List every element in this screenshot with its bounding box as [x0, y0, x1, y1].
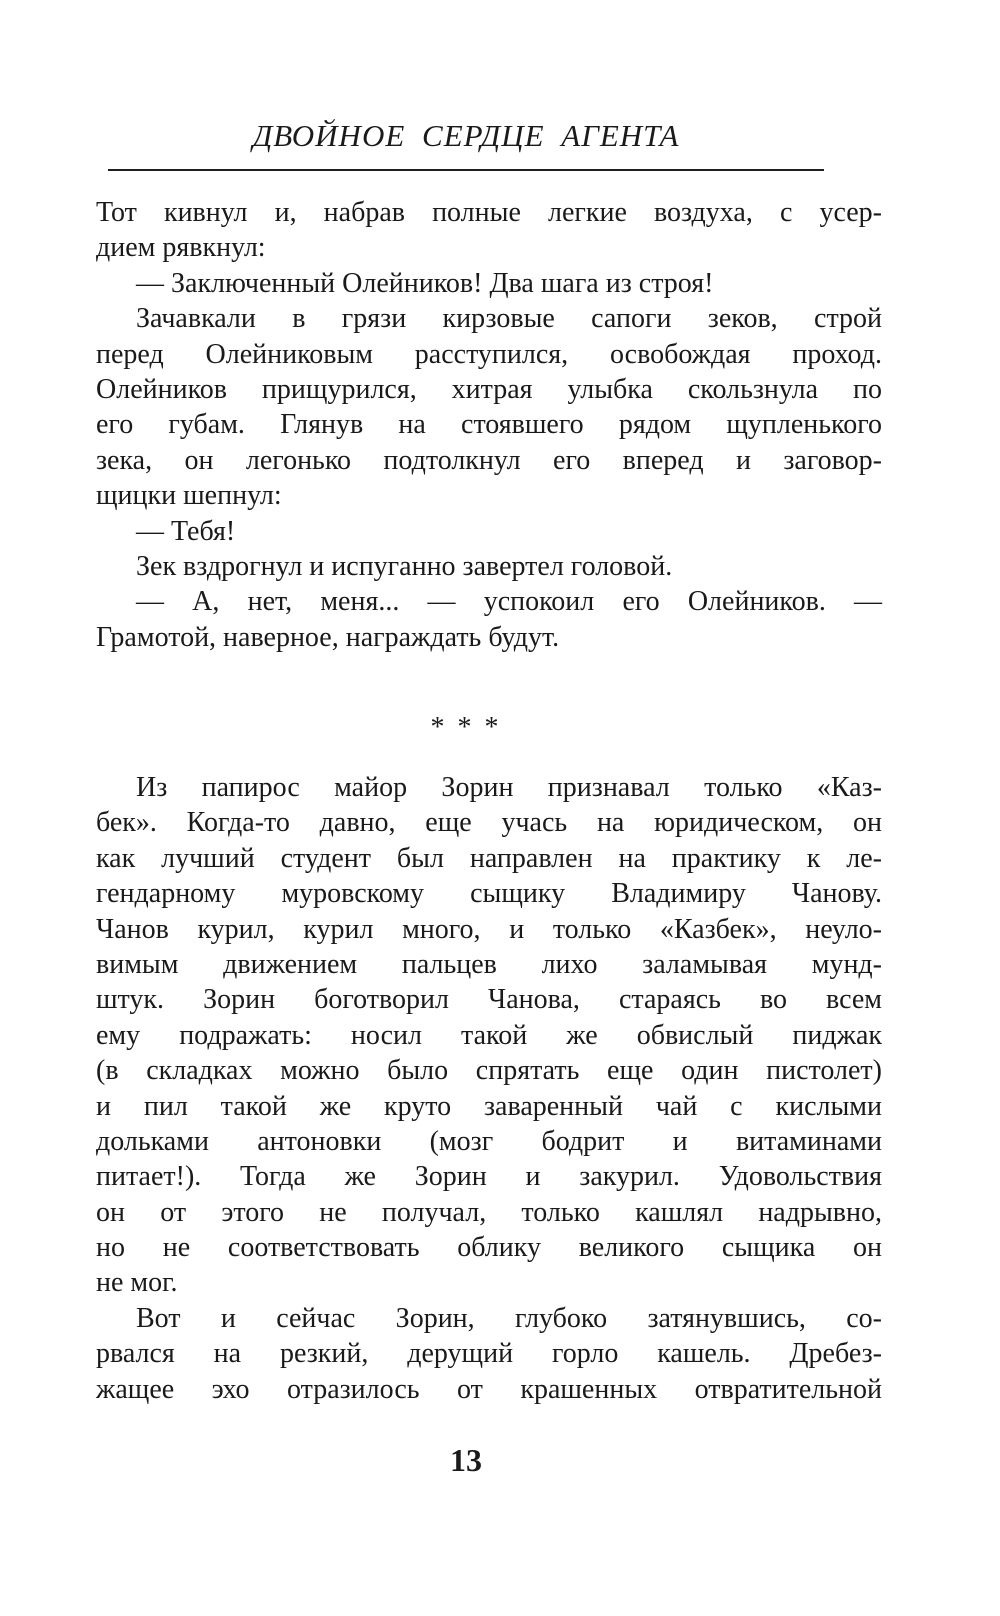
text-line: штук. Зорин боготворил Чанова, стараясь во всем — [96, 984, 882, 1016]
text-line: он от этого не получал, только кашлял надрывно, — [96, 1196, 882, 1228]
running-title: ДВОЙНОЕ СЕРДЦЕ АГЕНТА — [252, 118, 680, 153]
text-line: гендарному муровскому сыщику Владимиру Чанову. — [96, 878, 882, 910]
text-line: перед Олейниковым расступился, освобождая проход. — [96, 338, 882, 370]
text-line: Олейников прищурился, хитрая улыбка скользнула по — [96, 373, 882, 405]
text-line: (в складках можно было спрятать еще один пистолет) — [96, 1055, 882, 1087]
text-line: и пил такой же круто заваренный чай с кислыми — [96, 1090, 882, 1122]
section-separator: * * * — [430, 712, 502, 743]
text-section — [96, 195, 882, 655]
text-line: — А, нет, меня... — успокоил его Олейников. — — [136, 586, 882, 618]
text-line: Грамотой, наверное, награждать будут. — [96, 621, 560, 653]
text-line: Из папирос майор Зорин признавал только «Каз- — [136, 772, 882, 803]
text-line: вимым движением пальцев лихо заламывая мунд- — [96, 948, 882, 980]
text-line: как лучший студент был направлен на практику к ле- — [96, 842, 882, 874]
text-line: дием рявкнул: — [96, 232, 266, 264]
text-line: — Тебя! — [136, 515, 236, 547]
text-line: Вот и сейчас Зорин, глубоко затянувшись, со- — [136, 1302, 882, 1334]
text-line: дольками антоновки (мозг бодрит и витаминами — [96, 1125, 882, 1157]
text-line: бек». Когда-то давно, еще учась на юридическом, он — [96, 807, 882, 839]
header-rule — [108, 169, 824, 171]
text-line: но не соответствовать облику великого сыщика он — [96, 1232, 882, 1264]
text-line: Зачавкали в грязи кирзовые сапоги зеков, строй — [136, 303, 882, 335]
text-line: Чанов курил, курил много, и только «Казбек», неуло- — [96, 913, 882, 945]
page-number: 13 — [450, 1442, 482, 1478]
text-line: рвался на резкий, дерущий горло кашель. Дребез- — [96, 1338, 882, 1370]
text-line: — Заключенный Олейников! Два шага из строя! — [136, 267, 714, 299]
text-line: щицки шепнул: — [96, 480, 282, 512]
text-section — [96, 770, 882, 1407]
text-line: его губам. Глянув на стоявшего рядом щупленького — [96, 409, 882, 441]
text-line: не мог. — [96, 1267, 178, 1299]
text-line: Тот кивнул и, набрав полные легкие воздуха, с усер- — [96, 197, 882, 228]
text-line: зека, он легонько подтолкнул его вперед и заговор- — [96, 444, 882, 476]
text-line: питает!). Тогда же Зорин и закурил. Удовольствия — [96, 1161, 882, 1193]
text-line: ему подражать: носил такой же обвислый пиджак — [96, 1019, 882, 1051]
text-line: Зек вздрогнул и испуганно завертел головой. — [136, 550, 673, 582]
text-line: жащее эхо отразилось от крашенных отвратительной — [96, 1373, 882, 1405]
